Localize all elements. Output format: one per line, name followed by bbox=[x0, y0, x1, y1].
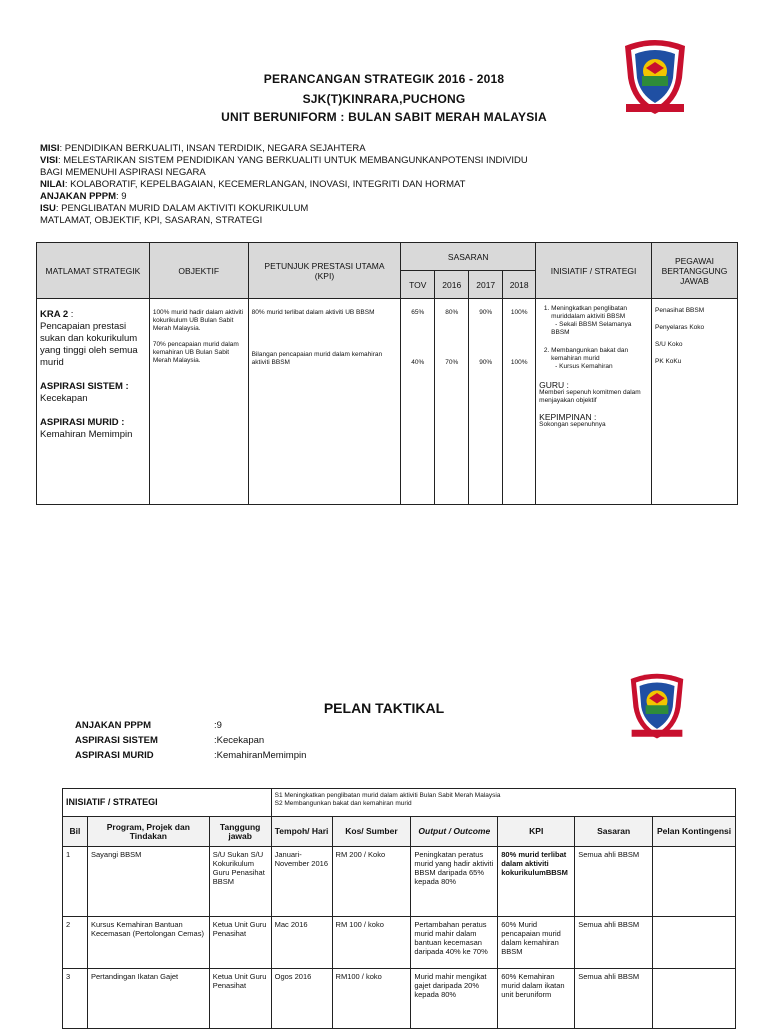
nilai-line: NILAI: KOLABORATIF, KEPELBAGAIAN, KECEMERLANGAN, INOVASI, INTEGRITI DAN HORMAT bbox=[40, 179, 466, 190]
col-2018: 2018 bbox=[503, 271, 536, 299]
col-tov: TOV bbox=[401, 271, 435, 299]
inisiatif-label: INISIATIF / STRATEGI bbox=[63, 789, 272, 817]
pelan-title: PELAN TAKTIKAL bbox=[323, 700, 445, 716]
col-bil: Bil bbox=[63, 817, 88, 847]
school-name: SJK(T)KINRARA,PUCHONG bbox=[302, 92, 466, 106]
objektif-cell: 100% murid hadir dalam aktiviti kokurikulum UB Bulan Sabit Merah Malaysia. 70% pencapaian murid dalam kemahiran UB Bulan Sabit Merah Malaysia. bbox=[149, 299, 248, 505]
kpi-cell: 80% murid terlibat dalam aktiviti UB BBSM Bilangan pencapaian murid dalam kemahiran aktiviti BBSM bbox=[248, 299, 401, 505]
inisiatif-cell bbox=[536, 299, 652, 505]
pelan-anjakan: :9 bbox=[214, 720, 222, 731]
y2016-cell: 80% 70% bbox=[435, 299, 469, 505]
document-title: PERANCANGAN STRATEGIK 2016 - 2018 bbox=[263, 72, 505, 86]
col-pegawai: PEGAWAI BERTANGGUNG JAWAB bbox=[652, 243, 738, 299]
col-2017: 2017 bbox=[469, 271, 503, 299]
tov-cell: 65% 40% bbox=[401, 299, 435, 505]
col-program: Program, Projek dan Tindakan bbox=[87, 817, 209, 847]
visi-line: VISI: MELESTARIKAN SISTEM PENDIDIKAN YANG BERKUALITI UNTUK MEMBANGUNKANPOTENSI INDIVIDU bbox=[40, 155, 528, 166]
pelan-sistem: :Kecekapan bbox=[214, 735, 265, 746]
matlamat-cell: KRA 2 : Pencapaian prestasi sukan dan kokurikulum yang tinggi oleh semua murid ASPIRASI SISTEM : Kecekapan ASPIRASI MURID : Kemahiran Memimpin bbox=[37, 299, 150, 505]
kepimpinan-text: Sokongan sepenuhnya bbox=[539, 421, 606, 428]
inisiatif-item: 2. Membangunkan bakat dan kemahiran murid - Kursus Kemahiran bbox=[551, 347, 648, 371]
y2017-cell: 90% 90% bbox=[469, 299, 503, 505]
unit-name: UNIT BERUNIFORM : BULAN SABIT MERAH MALAYSIA bbox=[221, 110, 547, 124]
guru-label: GURU : bbox=[539, 380, 569, 390]
table-row: 3 Pertandingan Ikatan Gajet Ketua Unit Guru Penasihat Ogos 2016 RM100 / koko Murid mahir mengikat gajet daripada 20% kepada 80% 60% Kemahiran murid dalam ikatan unit beruniform Semua ahli BBSM bbox=[63, 969, 736, 1029]
inisiatif-strategies: S1 Meningkatkan penglibatan murid dalam aktiviti Bulan Sabit Merah Malaysia S2 Membangunkan bakat dan kemahiran murid bbox=[271, 789, 735, 817]
table-row: 2 Kursus Kemahiran Bantuan Kecemasan (Pertolongan Cemas) Ketua Unit Guru Penasihat Mac 2016 RM 100 / koko Pertambahan peratus murid mahir dalam bantuan kecemasan daripada 40% ke 70% 60% Murid pencapaian murid dalam kemahiran BBSM Semua ahli BBSM bbox=[63, 917, 736, 969]
col-kpi: KPI bbox=[498, 817, 575, 847]
col-sasaran: SASARAN bbox=[401, 243, 536, 271]
col-kos: Kos/ Sumber bbox=[332, 817, 411, 847]
col-objektif: OBJEKTIF bbox=[149, 243, 248, 299]
tactical-table bbox=[62, 788, 736, 1029]
col-kpi: PETUNJUK PRESTASI UTAMA (KPI) bbox=[248, 243, 401, 299]
kepimpinan-label: KEPIMPINAN : bbox=[539, 412, 597, 422]
table-row: 1 Sayangi BBSM S/U Sukan S/U Kokurikulum Guru Penasihat BBSM Januari-November 2016 RM 200 / Koko Peningkatan peratus murid yang hadir aktiviti BBSM daripada 65% kepada 80% 80% murid terlibat dalam aktiviti kokurikulumBBSM Semua ahli BBSM bbox=[63, 847, 736, 917]
col-output: Output / Outcome bbox=[411, 817, 498, 847]
isu-line: ISU: PENGLIBATAN MURID DALAM AKTIVITI KOKURIKULUM bbox=[40, 203, 309, 214]
inisiatif-item: 1. Meningkatkan penglibatan muriddalam aktiviti BBSM - Sekali BBSM Selamanya BBSM bbox=[551, 305, 648, 337]
col-tempoh: Tempoh/ Hari bbox=[271, 817, 332, 847]
matlamat-line: MATLAMAT, OBJEKTIF, KPI, SASARAN, STRATEGI bbox=[40, 215, 263, 226]
pelan-murid-label: ASPIRASI MURID bbox=[75, 750, 154, 761]
col-pelan: Pelan Kontingensi bbox=[653, 817, 736, 847]
misi-line: MISI: PENDIDIKAN BERKUALITI, INSAN TERDIDIK, NEGARA SEJAHTERA bbox=[40, 143, 366, 154]
anjakan-line: ANJAKAN PPPM: 9 bbox=[40, 191, 127, 202]
visi-line-2: BAGI MEMENUHI ASPIRASI NEGARA bbox=[40, 167, 206, 178]
pelan-sistem-label: ASPIRASI SISTEM bbox=[75, 735, 158, 746]
col-2016: 2016 bbox=[435, 271, 469, 299]
pegawai-cell: Penasihat BBSM Penyelaras Koko S/U Koko PK KoKu bbox=[652, 299, 738, 505]
y2018-cell: 100% 100% bbox=[503, 299, 536, 505]
pelan-murid: :KemahiranMemimpin bbox=[214, 750, 307, 761]
col-sasaran: Sasaran bbox=[575, 817, 653, 847]
guru-text: Memberi sepenuh komitmen dalam menjayakan objektif bbox=[539, 389, 641, 404]
col-matlamat: MATLAMAT STRATEGIK bbox=[37, 243, 150, 299]
col-tanggung: Tanggung jawab bbox=[209, 817, 271, 847]
col-inisiatif: INISIATIF / STRATEGI bbox=[536, 243, 652, 299]
strategic-table bbox=[36, 242, 738, 505]
pelan-anjakan-label: ANJAKAN PPPM bbox=[75, 720, 152, 731]
